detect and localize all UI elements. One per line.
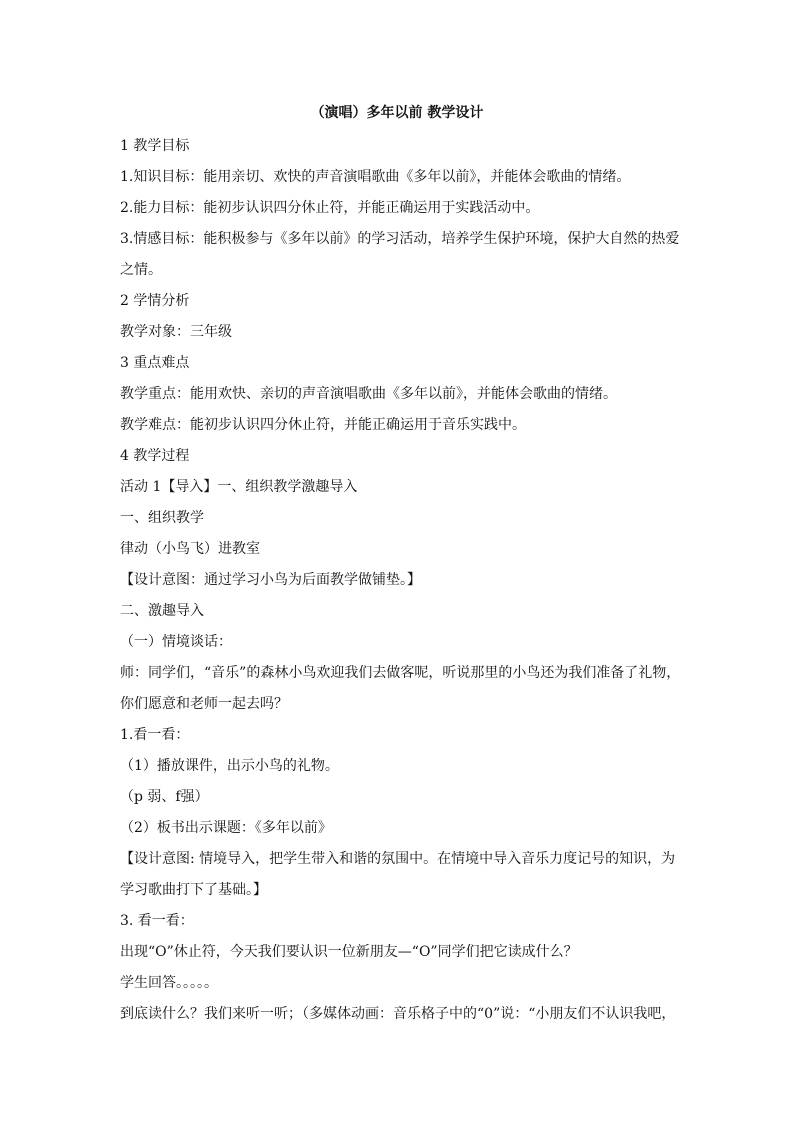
subheading-situational-talk: （一）情境谈话： [120,634,232,650]
subheading-introduction: 二、激趣导入 [120,603,204,619]
paragraph-student-answer: 学生回答。。。。。 [120,975,218,991]
list-item-dynamics: （p 弱、f强） [120,789,209,805]
paragraph-rhythm: 律动（小鸟飞）进教室 [120,541,260,557]
subheading-organize: 一、组织教学 [120,510,204,526]
design-intent-note-2: 【设计意图: 情境导入，把学生带入和谐的氛围中。在情境中导入音乐力度记号的知识，为 [120,851,676,867]
paragraph-teacher-speech: 师：同学们，“音乐”的森林小鸟欢迎我们去做客呢，听说那里的小鸟还为我们准备了礼物， [120,665,680,681]
list-item-look-3: 3. 看一看： [120,913,194,929]
list-item-look: 1.看一看： [120,727,190,743]
paragraph-knowledge-goal: 1.知识目标：能用亲切、欢快的声音演唱歌曲《多年以前》，并能体会歌曲的情绪。 [120,169,631,185]
section-heading-learner-analysis: 2 学情分析 [120,293,190,309]
paragraph-emotion-goal: 3.情感目标：能积极参与《多年以前》的学习活动，培养学生保护环境，保护大自然的热爱 [120,231,680,247]
paragraph-difficulty: 教学难点：能初步认识四分休止符，并能正确运用于音乐实践中。 [120,417,526,433]
paragraph-listen: 到底读什么？我们来听一听；（多媒体动画：音乐格子中的“0”说：“小朋友们不认识我吧， [120,1006,676,1022]
document-title: （演唱）多年以前 教学设计 [310,105,484,121]
list-item-board-title: （2）板书出示课题：《多年以前》 [120,820,332,836]
paragraph-key-point: 教学重点：能用欢快、亲切的声音演唱歌曲《多年以前》，并能体会歌曲的情绪。 [120,386,617,402]
paragraph-teacher-speech-cont: 你们愿意和老师一起去吗？ [120,696,288,712]
paragraph-emotion-goal-cont: 之情。 [120,262,162,278]
document-body [120,131,680,1030]
paragraph-ability-goal: 2.能力目标：能初步认识四分休止符，并能正确运用于实践活动中。 [120,200,540,216]
activity-heading: 活动 1【导入】一、组织教学激趣导入 [120,479,358,495]
design-intent-note: 【设计意图：通过学习小鸟为后面教学做铺垫。】 [120,572,421,588]
section-heading-key-points: 3 重点难点 [120,355,190,371]
section-heading-process: 4 教学过程 [120,448,190,464]
design-intent-note-2-cont: 学习歌曲打下了基础。】 [120,882,267,898]
paragraph-rest-symbol: 出现“O”休止符，今天我们要认识一位新朋友—“O”同学们把它读成什么？ [120,944,578,960]
paragraph-teaching-target: 教学对象：三年级 [120,324,232,340]
list-item-play-courseware: （1）播放课件，出示小鸟的礼物。 [120,758,339,774]
section-heading-objectives: 1 教学目标 [120,138,190,154]
